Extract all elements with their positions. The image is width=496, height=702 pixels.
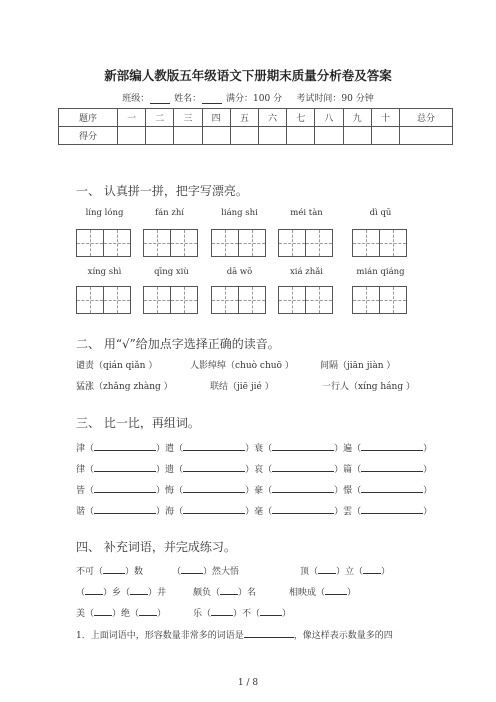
question-text: ，像这样表示数量多的四 xyxy=(293,631,393,641)
char: 哀 xyxy=(254,465,264,475)
paren: ） xyxy=(156,507,166,517)
section-1-heading: 一、 认真拼一拼，把字写漂亮。 xyxy=(76,184,248,198)
idiom-item xyxy=(76,584,166,598)
paren: ） xyxy=(423,444,433,454)
char: 谐 xyxy=(76,507,86,517)
pinyin-label: líng lóng xyxy=(85,208,124,218)
header-cell: 总分 xyxy=(400,109,453,127)
idiom-text: ） xyxy=(282,609,292,619)
answer-blank[interactable] xyxy=(85,584,103,595)
idiom-text: ） xyxy=(157,609,167,619)
answer-blank[interactable] xyxy=(318,563,336,574)
paren: （ xyxy=(352,507,362,517)
header-cell: 六 xyxy=(258,109,286,127)
idiom-text: ）数 xyxy=(125,567,144,577)
idiom-text: （ xyxy=(172,567,182,577)
section-2-heading: 二、 用“√”给加点字选择正确的读音。 xyxy=(76,337,280,351)
paren: ） xyxy=(423,507,433,517)
char: 衰 xyxy=(254,444,264,454)
paren: ） xyxy=(245,507,255,517)
header-cell: 十 xyxy=(371,109,399,127)
answer-blank[interactable] xyxy=(183,440,245,451)
header-cell: 九 xyxy=(343,109,371,127)
idiom-item xyxy=(193,584,256,598)
char: 篇 xyxy=(343,465,353,475)
idiom-text: 颇负（ xyxy=(193,588,221,598)
char: 雲 xyxy=(343,507,353,517)
answer-blank[interactable] xyxy=(361,482,423,493)
score-cell[interactable] xyxy=(371,127,399,145)
answer-blank[interactable] xyxy=(272,482,334,493)
answer-blank[interactable] xyxy=(361,461,423,472)
idiom-text: 相映成（ xyxy=(289,588,326,598)
idiom-text: ）立（ xyxy=(336,567,364,577)
idiom-text: ）绝（ xyxy=(112,609,140,619)
writing-grid[interactable] xyxy=(352,286,407,314)
pinyin-label: xíng shì xyxy=(87,267,122,277)
answer-blank[interactable] xyxy=(244,627,294,638)
answer-blank[interactable] xyxy=(361,503,423,514)
paren: ） xyxy=(423,465,433,475)
answer-blank[interactable] xyxy=(211,605,233,616)
char: 遗 xyxy=(165,465,175,475)
idiom-text: ） xyxy=(347,588,357,598)
header-cell: 四 xyxy=(202,109,230,127)
paren: （ xyxy=(263,444,273,454)
paren: （ xyxy=(263,465,273,475)
answer-blank[interactable] xyxy=(181,563,203,574)
paren: （ xyxy=(85,465,95,475)
writing-grid[interactable] xyxy=(211,286,266,314)
paren: （ xyxy=(85,486,95,496)
score-cell[interactable] xyxy=(287,127,315,145)
question-1 xyxy=(76,627,393,641)
idiom-text: 顶（ xyxy=(300,567,319,577)
score-cell[interactable] xyxy=(230,127,258,145)
answer-blank[interactable] xyxy=(94,605,112,616)
paren: （ xyxy=(352,486,362,496)
char: 皆 xyxy=(76,486,86,496)
paren: （ xyxy=(263,507,273,517)
score-value-row xyxy=(59,127,453,145)
paren: （ xyxy=(85,444,95,454)
paren: （ xyxy=(174,465,184,475)
answer-blank[interactable] xyxy=(363,563,381,574)
idiom-item xyxy=(76,605,166,619)
pinyin-label: xiá zhǎi xyxy=(289,267,324,277)
answer-blank[interactable] xyxy=(325,584,347,595)
question-text: 1．上面词语中，形容数量非常多的词语是 xyxy=(76,631,244,641)
answer-blank[interactable] xyxy=(220,584,238,595)
answer-blank[interactable] xyxy=(183,482,245,493)
answer-blank[interactable] xyxy=(130,584,148,595)
idiom-text: ） xyxy=(381,567,391,577)
paren: （ xyxy=(85,507,95,517)
idiom-item xyxy=(172,563,239,577)
header-cell: 七 xyxy=(287,109,315,127)
char: 毫 xyxy=(254,507,264,517)
paren: ） xyxy=(245,465,255,475)
char: 豪 xyxy=(254,486,264,496)
reading-choice[interactable]: 联结（jiē jié ） xyxy=(210,382,274,392)
idiom-text: ）名 xyxy=(238,588,257,598)
answer-blank[interactable] xyxy=(94,503,156,514)
char: 律 xyxy=(76,465,86,475)
section-3-heading: 三、 比一比，再组词。 xyxy=(76,416,200,430)
answer-blank[interactable] xyxy=(103,563,125,574)
paren: ） xyxy=(245,444,255,454)
answer-blank[interactable] xyxy=(183,461,245,472)
score-cell[interactable] xyxy=(343,127,371,145)
paren: （ xyxy=(352,465,362,475)
word-compare-row xyxy=(76,503,432,517)
score-cell[interactable] xyxy=(202,127,230,145)
pinyin-label: dì qū xyxy=(369,208,392,218)
score-cell[interactable] xyxy=(146,127,174,145)
paren: （ xyxy=(174,444,184,454)
class-blank xyxy=(150,94,170,104)
answer-blank[interactable] xyxy=(94,440,156,451)
writing-grid[interactable] xyxy=(143,286,198,314)
writing-grid[interactable] xyxy=(278,286,333,314)
answer-blank[interactable] xyxy=(272,440,334,451)
idiom-text: 乐（ xyxy=(193,609,212,619)
paren: ） xyxy=(156,465,166,475)
section-4-heading: 四、 补充词语，并完成练习。 xyxy=(76,540,236,554)
paren: ） xyxy=(245,486,255,496)
header-cell: 题序 xyxy=(59,109,118,127)
header-cell: 五 xyxy=(230,109,258,127)
full-score: 满分：100 分 xyxy=(226,94,283,104)
writing-grid[interactable] xyxy=(76,229,131,257)
char: 津 xyxy=(76,444,86,454)
score-cell[interactable] xyxy=(174,127,202,145)
header-cell: 二 xyxy=(146,109,174,127)
pinyin-label: méi tàn xyxy=(290,208,323,218)
idiom-text: ）不（ xyxy=(233,609,261,619)
score-table xyxy=(58,108,453,145)
word-compare-row xyxy=(76,461,432,475)
char: 悔 xyxy=(165,486,175,496)
pinyin-label: qīng xiù xyxy=(154,267,189,277)
pinyin-label: liáng shi xyxy=(221,208,258,218)
idiom-item xyxy=(193,605,291,619)
paren: ） xyxy=(156,486,166,496)
answer-blank[interactable] xyxy=(260,605,282,616)
idiom-text: ）然大悟 xyxy=(203,567,240,577)
reading-choice[interactable]: 人影绰绰（chuò chuō ） xyxy=(190,361,294,371)
pinyin-label: mián qiáng xyxy=(356,267,405,277)
idiom-text: 不可（ xyxy=(76,567,104,577)
paren: ） xyxy=(423,486,433,496)
name-blank xyxy=(202,94,222,104)
word-compare-row xyxy=(76,440,432,454)
score-header-row xyxy=(59,109,453,127)
answer-blank[interactable] xyxy=(361,440,423,451)
pinyin-label: fán zhí xyxy=(154,208,185,218)
writing-grid[interactable] xyxy=(352,229,407,257)
writing-grid[interactable] xyxy=(143,229,198,257)
score-cell[interactable] xyxy=(258,127,286,145)
header-cell: 八 xyxy=(315,109,343,127)
pinyin-label: dā wō xyxy=(226,267,253,277)
answer-blank[interactable] xyxy=(272,461,334,472)
reading-choice[interactable]: 猛涨（zhǎng zhàng ） xyxy=(76,382,173,392)
class-label: 班级： xyxy=(122,94,150,104)
writing-grid[interactable] xyxy=(211,229,266,257)
char: 海 xyxy=(165,507,175,517)
idiom-text: （ xyxy=(76,588,86,598)
idiom-text: ）乡（ xyxy=(103,588,131,598)
idiom-item xyxy=(289,584,356,598)
score-label: 得分 xyxy=(59,127,118,145)
char: 遣 xyxy=(165,444,175,454)
score-cell[interactable] xyxy=(400,127,453,145)
exam-title: 新部编人教版五年级语文下册期末质量分析卷及答案 xyxy=(104,68,392,83)
writing-grid[interactable] xyxy=(278,229,333,257)
idiom-text: ）井 xyxy=(148,588,167,598)
answer-blank[interactable] xyxy=(272,503,334,514)
paren: （ xyxy=(174,507,184,517)
paren: ） xyxy=(334,507,344,517)
char: 憬 xyxy=(343,486,353,496)
idiom-item xyxy=(76,563,143,577)
paren: （ xyxy=(263,486,273,496)
page-number: 1 / 8 xyxy=(237,678,259,688)
paren: ） xyxy=(334,486,344,496)
reading-choice[interactable]: 一行人（xíng háng ） xyxy=(322,382,415,392)
answer-blank[interactable] xyxy=(94,461,156,472)
exam-info xyxy=(0,91,496,104)
answer-blank[interactable] xyxy=(139,605,157,616)
header-cell: 一 xyxy=(118,109,146,127)
paren: ） xyxy=(156,444,166,454)
idiom-item xyxy=(300,563,390,577)
writing-grid[interactable] xyxy=(76,286,131,314)
paren: ） xyxy=(334,444,344,454)
reading-choice[interactable]: 谴责（qián qiǎn ） xyxy=(76,361,158,371)
paren: （ xyxy=(174,486,184,496)
header-cell: 三 xyxy=(174,109,202,127)
answer-blank[interactable] xyxy=(183,503,245,514)
char: 遍 xyxy=(343,444,353,454)
exam-time: 考试时间：90 分钟 xyxy=(296,94,374,104)
name-label: 姓名： xyxy=(174,94,202,104)
score-cell[interactable] xyxy=(315,127,343,145)
word-compare-row xyxy=(76,482,432,496)
score-cell[interactable] xyxy=(118,127,146,145)
paren: ） xyxy=(334,465,344,475)
paren: （ xyxy=(352,444,362,454)
idiom-text: 美（ xyxy=(76,609,95,619)
answer-blank[interactable] xyxy=(94,482,156,493)
reading-choice[interactable]: 间隔（jiān jiàn ） xyxy=(320,361,396,371)
